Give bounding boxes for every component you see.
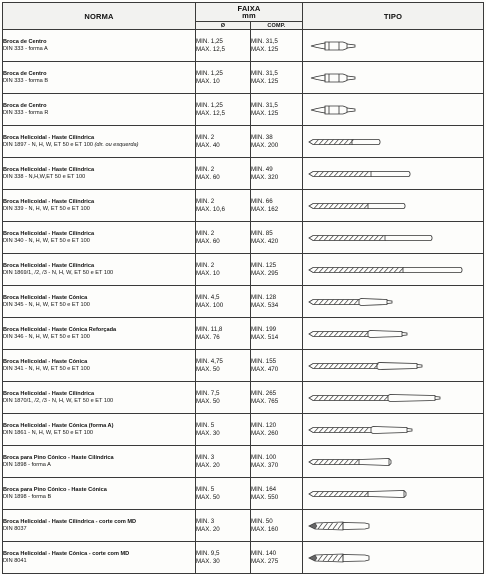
drill-standard (3, 270, 195, 277)
length-range (251, 414, 303, 446)
length-range-min: MIN. 164 (251, 485, 277, 493)
drill-standard-text: DIN 333 - forma A (3, 45, 48, 52)
drill-name: Broca Helicoidal - Haste Cónica (3, 358, 88, 365)
drill-standard-text: DIN 333 - forma R (3, 109, 49, 116)
header-faixa-unit: mm (242, 11, 256, 21)
diameter-range-max: MAX. 60 (196, 173, 220, 181)
tipo-cell (303, 126, 484, 158)
diameter-range-max: MAX. 60 (196, 237, 220, 245)
diameter-range-min: MIN. 2 (196, 133, 215, 141)
length-range-min: MIN. 31,5 (251, 101, 278, 109)
length-range (251, 350, 303, 382)
drill-name: Broca Helicoidal - Haste Cilíndrica (3, 230, 95, 237)
tipo-cell (303, 318, 484, 350)
tipo-cell (303, 62, 484, 94)
twist-drill-icon (303, 194, 478, 218)
drill-standard (3, 78, 195, 85)
table-row (3, 222, 484, 254)
length-range-min: MIN. 50 (251, 517, 273, 525)
drill-standard-text: DIN 345 - N, H, W, ET 50 e ET 100 (3, 301, 90, 308)
diameter-range-min: MIN. 1,25 (196, 101, 223, 109)
drill-standard-text: DIN 1869/1, /2, /3 - N, H, W, ET 50 e ET 100 (3, 269, 114, 276)
length-range (251, 30, 303, 62)
drill-standard (3, 558, 195, 565)
diameter-range-max: MAX. 100 (196, 301, 224, 309)
diameter-range-max: MAX. 76 (196, 333, 220, 341)
drill-name: Broca Helicoidal - Haste Cilíndrica (3, 390, 95, 397)
length-range-min: MIN. 120 (251, 421, 277, 429)
drill-name: Broca Helicoidal - Haste Cilíndrica (3, 134, 95, 141)
diameter-range (196, 382, 251, 414)
length-range-min: MIN. 265 (251, 389, 277, 397)
diameter-range (196, 30, 251, 62)
length-range (251, 286, 303, 318)
diameter-range-max: MAX. 20 (196, 461, 220, 469)
drill-name: Broca Helicoidal - Haste Cónica (3, 294, 88, 301)
drill-name: Broca para Pino Cónico - Haste Cónica (3, 486, 107, 493)
norma-cell (3, 158, 196, 190)
tipo-cell (303, 414, 484, 446)
tipo-cell (303, 190, 484, 222)
length-range-min: MIN. 85 (251, 229, 273, 237)
table-row (3, 158, 484, 190)
diameter-range-max: MAX. 10 (196, 77, 220, 85)
table-row (3, 446, 484, 478)
norma-cell (3, 414, 196, 446)
tipo-cell (303, 286, 484, 318)
length-range-min: MIN. 125 (251, 261, 277, 269)
diameter-range-min: MIN. 4,75 (196, 357, 223, 365)
drill-standard (3, 302, 195, 309)
taper-shank-drill-icon (303, 354, 478, 378)
drill-name: Broca Helicoidal - Haste Cilíndrica - corte com MD (3, 518, 137, 525)
norma-cell (3, 286, 196, 318)
length-range-min: MIN. 31,5 (251, 37, 278, 45)
twist-drill-icon (303, 162, 478, 186)
length-range-max: MAX. 534 (251, 301, 279, 309)
norma-cell (3, 446, 196, 478)
diameter-range (196, 510, 251, 542)
drill-name: Broca Helicoidal - Haste Cilíndrica (3, 166, 95, 173)
diameter-range (196, 254, 251, 286)
drill-name: Broca de Centro (3, 70, 47, 77)
tipo-cell (303, 382, 484, 414)
drill-name: Broca Helicoidal - Haste Cónica Reforçada (3, 326, 117, 333)
diameter-range-min: MIN. 3 (196, 453, 215, 461)
table-row (3, 478, 484, 510)
tipo-cell (303, 478, 484, 510)
length-range-min: MIN. 155 (251, 357, 277, 365)
taper-pin-drill-icon (303, 450, 478, 474)
drill-catalog-table (2, 2, 484, 574)
drill-standard (3, 430, 195, 437)
norma-cell (3, 222, 196, 254)
diameter-range-min: MIN. 2 (196, 197, 215, 205)
drill-name: Broca Helicoidal - Haste Cilíndrica (3, 262, 95, 269)
diameter-range (196, 414, 251, 446)
diameter-range (196, 542, 251, 574)
diameter-range (196, 446, 251, 478)
length-range-max: MAX. 420 (251, 237, 279, 245)
drill-standard-text: DIN 346 - N, H, W, ET 50 e ET 100 (3, 333, 90, 340)
drill-standard (3, 174, 195, 181)
drill-standard (3, 142, 195, 149)
table-row (3, 190, 484, 222)
drill-standard-text: DIN 1898 - forma B (3, 493, 52, 500)
drill-standard (3, 238, 195, 245)
length-range (251, 254, 303, 286)
header-diameter: Ø (196, 22, 251, 30)
table-row (3, 510, 484, 542)
drill-standard (3, 526, 195, 533)
table-row (3, 62, 484, 94)
drill-standard-text: DIN 8037 (3, 525, 27, 532)
table-row (3, 318, 484, 350)
twist-drill-icon (303, 258, 478, 282)
diameter-range-min: MIN. 3 (196, 517, 215, 525)
length-range-min: MIN. 100 (251, 453, 277, 461)
header-tipo: TIPO (303, 3, 484, 30)
header-faixa (196, 3, 303, 22)
diameter-range-max: MAX. 12,5 (196, 109, 225, 117)
length-range (251, 158, 303, 190)
norma-cell (3, 62, 196, 94)
tipo-cell (303, 510, 484, 542)
diameter-range-max: MAX. 50 (196, 365, 220, 373)
center-drill-icon (303, 34, 478, 58)
diameter-range-max: MAX. 20 (196, 525, 220, 533)
diameter-range-max: MAX. 12,5 (196, 45, 225, 53)
length-range-max: MAX. 320 (251, 173, 279, 181)
table-row (3, 254, 484, 286)
center-drill-icon (303, 66, 478, 90)
length-range-max: MAX. 295 (251, 269, 279, 277)
diameter-range (196, 318, 251, 350)
length-range-max: MAX. 370 (251, 461, 279, 469)
drill-name: Broca Helicoidal - Haste Cónica - corte com MD (3, 550, 130, 557)
norma-cell (3, 126, 196, 158)
diameter-range (196, 190, 251, 222)
diameter-range-min: MIN. 5 (196, 485, 215, 493)
diameter-range-max: MAX. 30 (196, 429, 220, 437)
drill-standard-text: DIN 8041 (3, 557, 27, 564)
drill-standard-text: DIN 1897 - N, H, W, ET 50 e ET 100 (3, 141, 93, 148)
diameter-range-max: MAX. 10 (196, 269, 220, 277)
length-range-max: MAX. 470 (251, 365, 279, 373)
length-range-max: MAX. 550 (251, 493, 279, 501)
drill-standard (3, 334, 195, 341)
drill-name: Broca Helicoidal - Haste Cónica (forma A) (3, 422, 114, 429)
diameter-range (196, 94, 251, 126)
drill-standard (3, 110, 195, 117)
diameter-range-min: MIN. 2 (196, 261, 215, 269)
length-range-max: MAX. 514 (251, 333, 279, 341)
drill-standard (3, 398, 195, 405)
catalog-rows (3, 30, 484, 574)
drill-standard (3, 366, 195, 373)
drill-standard (3, 206, 195, 213)
length-range-max: MAX. 275 (251, 557, 279, 565)
drill-standard-text: DIN 339 - N, H, W, ET 50 e ET 100 (3, 205, 90, 212)
diameter-range-max: MAX. 50 (196, 493, 220, 501)
norma-cell (3, 30, 196, 62)
length-range (251, 382, 303, 414)
table-row (3, 414, 484, 446)
diameter-range-min: MIN. 7,5 (196, 389, 220, 397)
length-range-min: MIN. 31,5 (251, 69, 278, 77)
length-range (251, 62, 303, 94)
diameter-range-max: MAX. 10,6 (196, 205, 225, 213)
length-range-max: MAX. 160 (251, 525, 279, 533)
diameter-range-max: MAX. 30 (196, 557, 220, 565)
length-range (251, 318, 303, 350)
length-range-max: MAX. 125 (251, 109, 279, 117)
tipo-cell (303, 446, 484, 478)
drill-standard-text: DIN 1898 - forma A (3, 461, 51, 468)
drill-standard-text: DIN 341 - N, H, W, ET 50 e ET 100 (3, 365, 90, 372)
center-drill-icon (303, 98, 478, 122)
diameter-range (196, 350, 251, 382)
norma-cell (3, 478, 196, 510)
length-range-min: MIN. 128 (251, 293, 277, 301)
drill-standard-text: DIN 333 - forma B (3, 77, 49, 84)
length-range (251, 510, 303, 542)
length-range-max: MAX. 162 (251, 205, 279, 213)
table-row (3, 30, 484, 62)
carbide-drill-icon (303, 546, 478, 570)
diameter-range (196, 222, 251, 254)
diameter-range-min: MIN. 9,5 (196, 549, 220, 557)
twist-drill-icon (303, 226, 478, 250)
table-row (3, 126, 484, 158)
drill-standard-text: DIN 338 - N,H,W,ET 50 e ET 100 (3, 173, 86, 180)
taper-shank-drill-icon (303, 418, 478, 442)
length-range (251, 190, 303, 222)
taper-shank-drill-icon (303, 386, 478, 410)
drill-standard-text: DIN 340 - N, H, W, ET 50 e ET 100 (3, 237, 90, 244)
drill-standard (3, 462, 195, 469)
diameter-range (196, 286, 251, 318)
header-length: COMP. (251, 22, 303, 30)
tipo-cell (303, 94, 484, 126)
drill-standard-text: DIN 1861 - N, H, W, ET 50 e ET 100 (3, 429, 93, 436)
drill-standard-note: (dir. ou esquerda) (94, 141, 139, 148)
norma-cell (3, 254, 196, 286)
length-range (251, 222, 303, 254)
length-range-max: MAX. 125 (251, 77, 279, 85)
norma-cell (3, 94, 196, 126)
tipo-cell (303, 222, 484, 254)
drill-standard (3, 46, 195, 53)
diameter-range-max: MAX. 50 (196, 397, 220, 405)
diameter-range (196, 478, 251, 510)
header-norma: NORMA (3, 3, 196, 30)
length-range (251, 94, 303, 126)
drill-name: Broca de Centro (3, 38, 47, 45)
drill-name: Broca Helicoidal - Haste Cilíndrica (3, 198, 95, 205)
diameter-range-min: MIN. 1,25 (196, 37, 223, 45)
tipo-cell (303, 542, 484, 574)
length-range-max: MAX. 200 (251, 141, 279, 149)
length-range-min: MIN. 199 (251, 325, 277, 333)
table-row (3, 350, 484, 382)
length-range-max: MAX. 260 (251, 429, 279, 437)
norma-cell (3, 382, 196, 414)
length-range-min: MIN. 49 (251, 165, 273, 173)
twist-drill-icon (303, 130, 478, 154)
length-range-min: MIN. 66 (251, 197, 273, 205)
tipo-cell (303, 350, 484, 382)
norma-cell (3, 318, 196, 350)
tipo-cell (303, 30, 484, 62)
norma-cell (3, 510, 196, 542)
length-range-max: MAX. 765 (251, 397, 279, 405)
carbide-drill-icon (303, 514, 478, 538)
drill-standard-text: DIN 1870/1, /2, /3 - N, H, W, ET 50 e ET 100 (3, 397, 114, 404)
diameter-range (196, 158, 251, 190)
diameter-range-min: MIN. 2 (196, 165, 215, 173)
diameter-range-min: MIN. 5 (196, 421, 215, 429)
drill-name: Broca para Pino Cónico - Haste Cilíndrica (3, 454, 114, 461)
taper-shank-drill-icon (303, 322, 478, 346)
diameter-range-min: MIN. 2 (196, 229, 215, 237)
length-range-min: MIN. 140 (251, 549, 277, 557)
diameter-range-min: MIN. 4,5 (196, 293, 220, 301)
norma-cell (3, 190, 196, 222)
tipo-cell (303, 158, 484, 190)
diameter-range (196, 126, 251, 158)
diameter-range (196, 62, 251, 94)
length-range (251, 542, 303, 574)
norma-cell (3, 350, 196, 382)
diameter-range-min: MIN. 1,25 (196, 69, 223, 77)
length-range-min: MIN. 38 (251, 133, 273, 141)
table-row (3, 542, 484, 574)
taper-shank-drill-icon (303, 290, 478, 314)
table-row (3, 286, 484, 318)
drill-name: Broca de Centro (3, 102, 47, 109)
norma-cell (3, 542, 196, 574)
drill-standard (3, 494, 195, 501)
table-row (3, 94, 484, 126)
length-range-max: MAX. 125 (251, 45, 279, 53)
header-faixa-label: FAIXA (237, 4, 261, 14)
diameter-range-max: MAX. 40 (196, 141, 220, 149)
table-row (3, 382, 484, 414)
diameter-range-min: MIN. 11,8 (196, 325, 223, 333)
length-range (251, 446, 303, 478)
length-range (251, 478, 303, 510)
length-range (251, 126, 303, 158)
tipo-cell (303, 254, 484, 286)
taper-pin-drill-icon (303, 482, 478, 506)
